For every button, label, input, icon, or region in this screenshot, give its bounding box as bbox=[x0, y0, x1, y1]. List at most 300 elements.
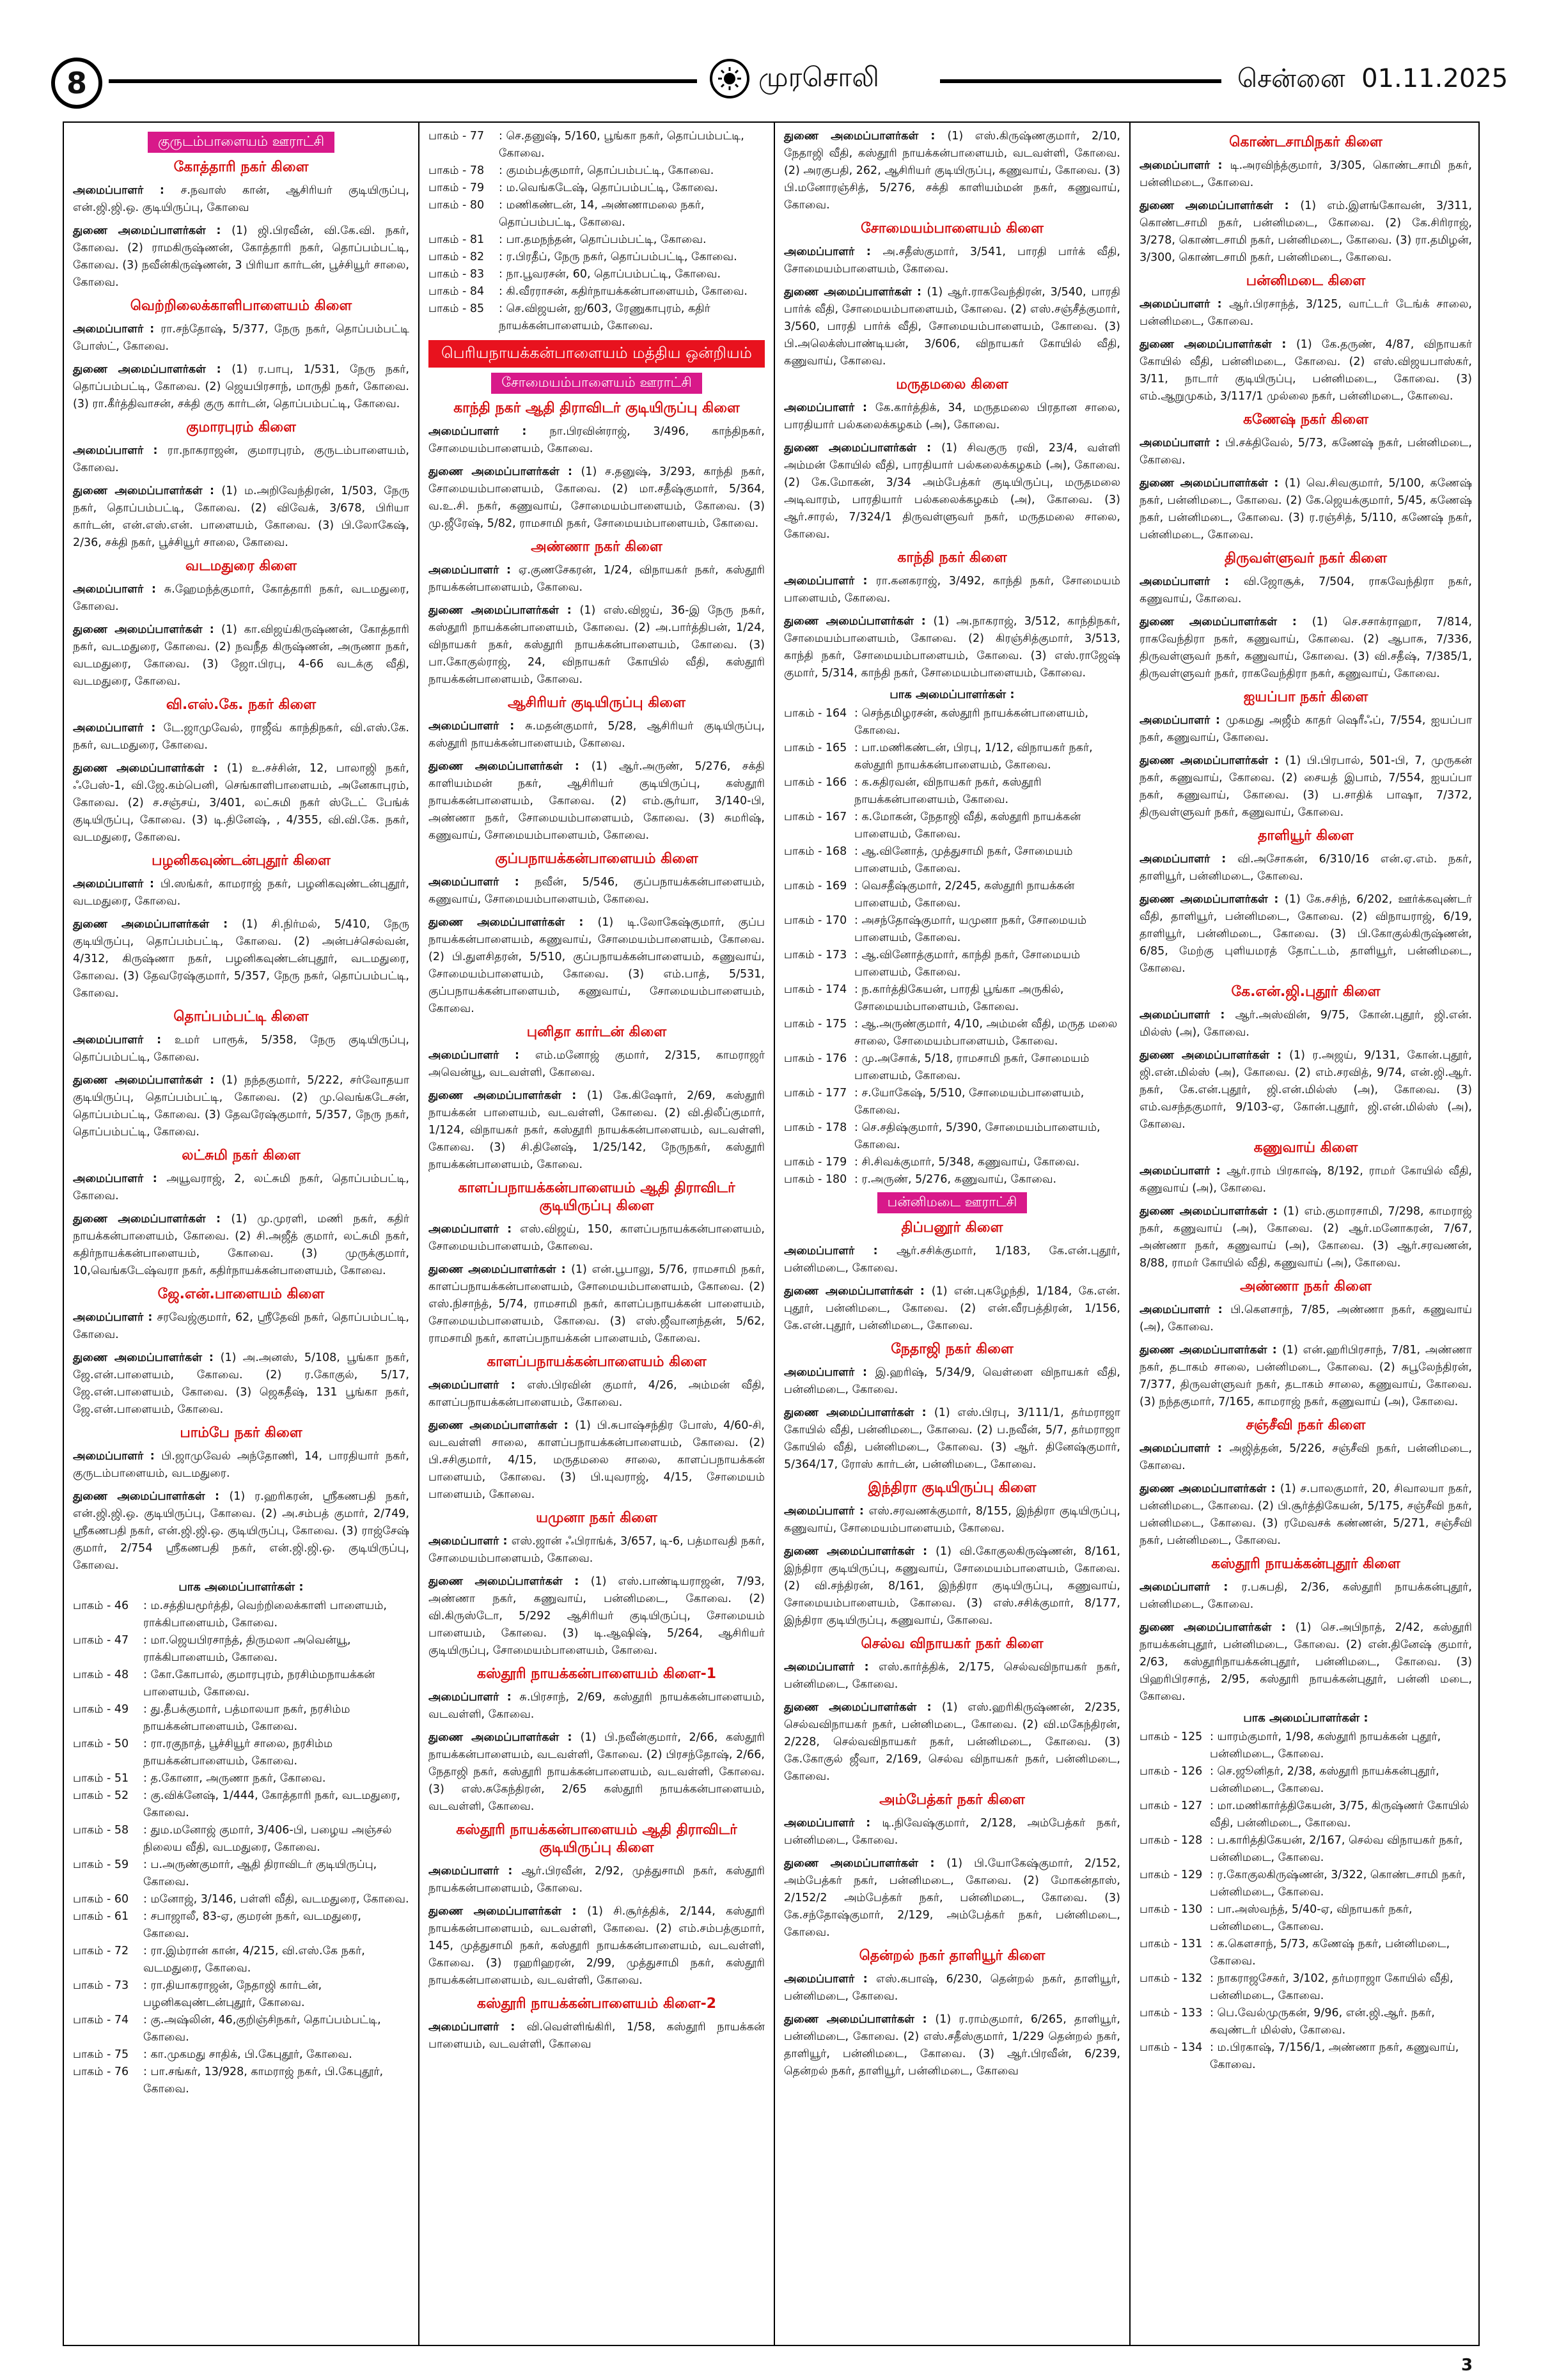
role-label: துணை அமைப்பாளர்கள் : bbox=[73, 1490, 230, 1503]
member-entry bbox=[1140, 891, 1472, 977]
booth-number: பாகம் - 180 bbox=[784, 1173, 847, 1186]
booth-row bbox=[73, 1787, 409, 1822]
role-label: துணை அமைப்பாளர்கள் : bbox=[428, 916, 598, 929]
branch-heading: சோமையம்பாளையம் கிளை bbox=[861, 221, 1044, 237]
booth-number: பாகம் - 75 bbox=[73, 2048, 129, 2061]
member-details: வி.ஜோசூக், 7/504, ராகவேந்திரா நகர், கணுவாய், கோவை. bbox=[1140, 575, 1472, 605]
booth-row bbox=[1140, 2039, 1472, 2074]
member-entry bbox=[784, 440, 1120, 543]
booth-number: பாகம் - 165 bbox=[784, 742, 847, 754]
member-entry bbox=[73, 1171, 409, 1205]
member-details: ரா.நாகராஜன், குமாரபுரம், குருடம்பாளையம், கோவை. bbox=[73, 444, 409, 474]
role-label: துணை அமைப்பாளர்கள் : bbox=[784, 442, 942, 455]
union-banner: பெரியநாயக்கன்பாளையம் மத்திய ஒன்றியம் bbox=[428, 340, 765, 368]
member-entry bbox=[73, 1309, 409, 1344]
role-label: துணை அமைப்பாளர்கள் : bbox=[1140, 754, 1285, 767]
member-details: எஸ்.பிரவின் குமார், 4/26, அம்மன் வீதி, காளப்பநாயக்கன்பாளையம், கோவை. bbox=[428, 1379, 765, 1409]
booth-agent: : கி.வீரராசன், கதிர்நாயக்கன்பாளையம், கோவை. bbox=[499, 285, 748, 298]
booth-agent: : ர.கோகுலகிருஷ்ணன், 3/322, கொண்டசாமி நகர், பன்னிமடை, கோவை. bbox=[1210, 1869, 1466, 1899]
booth-row bbox=[73, 1736, 409, 1770]
member-entry bbox=[1140, 1579, 1472, 1614]
booth-row bbox=[73, 1977, 409, 2012]
member-entry bbox=[784, 1815, 1120, 1849]
edition-city: சென்னை bbox=[1237, 64, 1345, 93]
role-label: துணை அமைப்பாளர்கள் : bbox=[784, 1857, 947, 1870]
member-entry bbox=[73, 1349, 409, 1419]
role-label: அமைப்பாளர் : bbox=[784, 1505, 869, 1518]
booth-number: பாகம் - 131 bbox=[1140, 1938, 1203, 1950]
member-entry bbox=[428, 1533, 765, 1567]
booth-number: பாகம் - 79 bbox=[428, 182, 485, 194]
member-entry bbox=[1140, 475, 1472, 544]
branch-heading: புனிதா கார்டன் கிளை bbox=[526, 1024, 667, 1040]
booth-number: பாகம் - 133 bbox=[1140, 2007, 1203, 2019]
role-label: அமைப்பாளர் : bbox=[73, 878, 161, 891]
branch-heading: காந்தி நகர் கிளை bbox=[897, 550, 1007, 566]
branch-heading: வடமதுரை கிளை bbox=[185, 558, 297, 574]
branch-heading: செல்வ விநாயகர் நகர் கிளை bbox=[861, 1636, 1044, 1652]
role-label: அமைப்பாளர் : bbox=[428, 1379, 528, 1392]
member-details: (1) சி.சூர்த்திக், 2/144, கஸ்தூரி நாயக்கன்பாளையம், வடவள்ளி, கோவை. (2) எம்.சம்பத்குமார், 145, முத்துசாமி நகர், கஸ்தூரி நாயக்கன்பாளையம், வடவள்ளி, கோவை. (3) ரஹரிஹரன், 2/99, முத்துசாமி நகர், கஸ்தூரி நாயக்கன்பாளையம், வடவள்ளி, கோவை. bbox=[428, 1905, 765, 1987]
member-entry bbox=[73, 361, 409, 413]
column-4 bbox=[1131, 123, 1481, 2345]
booth-agent: : க.கதிரவன், விநாயகர் நகர், கஸ்தூரி நாயக்கன்பாளையம், கோவை. bbox=[854, 776, 1042, 806]
booth-number: பாகம் - 82 bbox=[428, 251, 485, 263]
booth-agent: : யாரம்குமார், 1/98, கஸ்தூரி நாயக்கன் புதூர், பன்னிமடை, கோவை. bbox=[1210, 1731, 1441, 1761]
branch-heading: கஸ்தூரி நாயக்கன்புதூர் கிளை bbox=[1211, 1556, 1400, 1572]
member-details: அ.சதீஸ்குமார், 3/541, பாரதி பார்க் வீதி, சோமையம்பாளையம், கோவை. bbox=[784, 245, 1120, 276]
branch-heading: கஸ்தூரி நாயக்கன்பாளையம் ஆதி திராவிடர் குடியிருப்பு கிளை bbox=[456, 1822, 737, 1856]
role-label: துணை அமைப்பாளர்கள் : bbox=[73, 623, 222, 636]
member-details: ரா.சந்தோஷ், 5/377, நேரு நகர், தொப்பம்பட்டி போஸ்ட், கோவை. bbox=[73, 323, 409, 353]
booth-number: பாகம் - 60 bbox=[73, 1893, 129, 1906]
member-entry bbox=[73, 182, 409, 217]
section-banner-label: பன்னிமடை ஊராட்சி bbox=[877, 1192, 1028, 1213]
booth-number: பாகம் - 76 bbox=[73, 2065, 129, 2078]
booth-agent: : மு.அசோக், 5/18, ராமசாமி நகர், சோமையம் பாளையம், கோவை. bbox=[854, 1052, 1090, 1082]
booth-agent: : வெசதீஷ்குமார், 2/245, கஸ்தூரி நாயக்கன் பாளையம், கோவை. bbox=[854, 880, 1075, 910]
member-details: எம்.மனோஜ் குமார், 2/315, காமராஜர் அவென்யூ, வடவள்ளி, கோவை. bbox=[428, 1049, 765, 1079]
booth-agent: : செ.சதிஷ்குமார், 5/390, சோமையம்பாளையம், கோவை. bbox=[854, 1121, 1100, 1151]
branch-heading: காளப்பநாயக்கன்பாளையம் ஆதி திராவிடர் குடியிருப்பு கிளை bbox=[458, 1180, 735, 1214]
member-entry bbox=[73, 760, 409, 846]
booth-row bbox=[784, 809, 1120, 843]
member-entry bbox=[428, 1261, 765, 1348]
role-label: அமைப்பாளர் : bbox=[428, 1049, 535, 1062]
member-entry bbox=[784, 1283, 1120, 1335]
role-label: துணை அமைப்பாளர்கள் : bbox=[1140, 1621, 1296, 1634]
member-details: இ.ஹரிஷ், 5/34/9, வெள்ளை விநாயகர் வீதி, பன்னிமடை, கோவை. bbox=[784, 1366, 1120, 1396]
member-entry bbox=[428, 1417, 765, 1504]
branch-heading: தென்றல் நகர் தாளியூர் கிளை bbox=[859, 1948, 1046, 1964]
section-banner bbox=[784, 1192, 1120, 1213]
role-label: துணை அமைப்பாளர்கள் : bbox=[1140, 1049, 1290, 1062]
booth-row bbox=[428, 300, 765, 335]
role-label: அமைப்பாளர் : bbox=[73, 444, 168, 457]
member-details: வி.அசோகன், 6/310/16 என்.ஏ.எம். நகர், தாளியூர், பன்னிமடை, கோவை. bbox=[1140, 853, 1472, 883]
role-label: அமைப்பாளர் : bbox=[428, 876, 535, 889]
member-entry bbox=[1140, 614, 1472, 683]
member-details: வி.வெள்ளிங்கிரி, 1/58, கஸ்தூரி நாயக்கன் பாளையம், வடவள்ளி, கோவை bbox=[428, 2021, 765, 2051]
column-2 bbox=[419, 123, 775, 2345]
role-label: துணை அமைப்பாளர்கள் : bbox=[73, 1074, 222, 1087]
booth-row bbox=[784, 1154, 1120, 1171]
member-entry bbox=[428, 758, 765, 844]
booth-agent: : செந்தமிழரசன், கஸ்தூரி நாயக்கன்பாளையம், கோவை. bbox=[854, 707, 1089, 737]
branch-heading: காளப்பநாயக்கன்பாளையம் கிளை bbox=[487, 1354, 707, 1370]
member-details: (1) கா.விஜய்கிருஷ்ணன், கோத்தாரி நகர், வடமதுரை, கோவை. (2) நவநீத கிருஷ்ணன், அருணா நகர், வடமதுரை, கோவை. (3) ஜோ.பிரபு, 4-66 வடக்கு வீதி, வடமதுரை, கோவை. bbox=[73, 623, 409, 688]
role-label: அமைப்பாளர் : bbox=[784, 401, 875, 414]
booth-row bbox=[1140, 1936, 1472, 1970]
member-details: (1) எஸ்.ஹரிகிருஷ்ணன், 2/235, செல்வவிநாயகர் நகர், பன்னிமடை, கோவை. (2) வி.மகேந்திரன், 2/228, செல்வவிநாயகர் நகர், பன்னிமடை, கோவை. (3) கே.கோகுல் ஜீவா, 2/169, செல்வ விநாயகர் நகர், பன்னிமடை, கோவை. bbox=[784, 1701, 1120, 1783]
booth-agent: : கோ.கோபால், குமாரபுரம், நரசிம்மநாயக்கன் பாளையம், கோவை. bbox=[143, 1668, 375, 1699]
section-banner bbox=[73, 132, 409, 153]
branch-heading: ஐயப்பா நகர் கிளை bbox=[1243, 689, 1368, 705]
booth-row bbox=[73, 1943, 409, 1977]
booth-row bbox=[428, 128, 765, 162]
branch-heading: வி.எஸ்.கே. நகர் கிளை bbox=[166, 697, 317, 713]
booth-row bbox=[73, 2064, 409, 2098]
member-entry bbox=[1140, 1619, 1472, 1706]
role-label: துணை அமைப்பாளர்கள் : bbox=[784, 286, 927, 299]
booth-row bbox=[784, 774, 1120, 809]
booth-number: பாகம் - 179 bbox=[784, 1156, 847, 1169]
role-label: அமைப்பாளர் : bbox=[1140, 853, 1238, 866]
role-label: துணை அமைப்பாளர்கள் : bbox=[428, 1905, 588, 1918]
booth-row bbox=[784, 740, 1120, 774]
role-label: துணை அமைப்பாளர்கள் : bbox=[428, 1575, 591, 1588]
role-label: துணை அமைப்பாளர்கள் : bbox=[428, 1263, 572, 1276]
member-details: (1) எம்.குமாரசாமி, 7/298, காமராஜ் நகர், கணுவாய் (அ), கோவை. (2) ஆர்.மனோகரன், 7/67, அண்ணா நகர், கணுவாய் (அ), கோவை. (3) ஆர்.சரவணன், 8/88, ராமர் கோயில் வீதி, கணுவாய் (அ), கோவை. bbox=[1140, 1205, 1473, 1270]
booth-row bbox=[1140, 2005, 1472, 2039]
booth-agent: : பெ.வேல்முருகன், 9/96, என்.ஜி.ஆர். நகர், கவுண்டர் மில்ஸ், கோவை. bbox=[1210, 2007, 1435, 2037]
member-entry bbox=[73, 1072, 409, 1141]
column-3 bbox=[775, 123, 1131, 2345]
role-label: துணை அமைப்பாளர்கள் : bbox=[784, 1285, 932, 1298]
member-details: ரா.கனகராஜ், 3/492, காந்தி நகர், சோமையம் பாளையம், கோவை. bbox=[784, 575, 1120, 605]
member-entry bbox=[73, 1488, 409, 1575]
role-label: துணை அமைப்பாளர்கள் : bbox=[428, 1419, 576, 1432]
member-entry bbox=[1140, 198, 1472, 267]
booth-agent: : து.தீபக்குமார், பத்மாலயா நகர், நரசிம்ம நாயக்கன்பாளையம், கோவை. bbox=[143, 1703, 350, 1733]
member-entry bbox=[784, 1404, 1120, 1474]
booth-number: பாகம் - 47 bbox=[73, 1634, 129, 1647]
member-details: பி.ஸங்கர், காமராஜ் நகர், பழனிகவுண்டன்புதூர், வடமதுரை, கோவை. bbox=[73, 878, 409, 908]
member-entry bbox=[1140, 1203, 1472, 1272]
member-details: (1) ர.அஜய், 9/131, கோன்.புதூர், ஜி.என்.மில்ஸ் (அ), கோவை. (2) எம்.சரவித், 9/74, என்.ஜி.ஆர். நகர், கே.என்.புதூர், ஜி.என்.மில்ஸ் (அ), கோவை. (3) எம்.வசந்தகுமார், 9/103-ஏ, கோன்.புதூர், ஜி.என்.மில்ஸ் (அ), கோவை. bbox=[1140, 1049, 1472, 1131]
booth-agent: : ந.கார்த்திகேயன், பாரதி பூங்கா அருகில், சோமையம்பாளையம், கோவை. bbox=[854, 983, 1064, 1013]
booth-agent: : கு.அஷ்லின், 46,குறிஞ்சிநகர், தொப்பம்பட்டி, கோவை. bbox=[143, 2014, 381, 2044]
member-details: (1) கே.கிஷோர், 2/69, கஸ்தூரி நாயக்கன் பாளையம், வடவள்ளி, கோவை. (2) வி.திலீப்குமார், 1/124, விநாயகர் நகர், கஸ்தூரி நாயக்கன்பாளையம், வடவள்ளி, கோவை. (3) சி.தினேஷ், 1/25/142, நேருநகர், கஸ்தூரி நாயக்கன்பாளையம், கோவை. bbox=[428, 1089, 765, 1171]
booth-row bbox=[428, 180, 765, 197]
member-details: பி.கௌசாந், 7/85, அண்ணா நகர், கணுவாய் (அ), கோவை. bbox=[1140, 1303, 1472, 1334]
member-entry bbox=[73, 321, 409, 355]
section-banner-label: சோமையம்பாளையம் ஊராட்சி bbox=[491, 373, 702, 394]
member-entry bbox=[73, 621, 409, 690]
booth-row bbox=[73, 1891, 409, 1908]
role-label: அமைப்பாளர் : bbox=[1140, 298, 1230, 311]
branch-heading: சஞ்சீவி நகர் கிளை bbox=[1246, 1417, 1366, 1433]
member-entry bbox=[784, 1659, 1120, 1693]
page-number: 8 bbox=[51, 58, 102, 109]
booth-number: பாகம் - 85 bbox=[428, 302, 485, 315]
booth-number: பாகம் - 174 bbox=[784, 983, 847, 996]
member-details: அஜித்தன், 5/226, சஞ்சீவி நகர், பன்னிமடை, கோவை. bbox=[1140, 1442, 1472, 1472]
booth-agent: : நா.பூவரசன், 60, தொப்பம்பட்டி, கோவை. bbox=[499, 268, 721, 281]
booth-row bbox=[1140, 1729, 1472, 1763]
member-entry bbox=[1140, 296, 1472, 331]
member-entry bbox=[1140, 1047, 1472, 1133]
member-details: டே.ஜாமுவேல், ராஜீவ் காந்திநகர், வி.எஸ்.கே. நகர், வடமதுரை, கோவை. bbox=[73, 722, 409, 752]
member-entry bbox=[1140, 1007, 1472, 1041]
member-entry bbox=[784, 1243, 1120, 1277]
member-details: எஸ்.கார்த்திக், 2/175, செல்வவிநாயகர் நகர், பன்னிமடை, கோவை. bbox=[784, 1661, 1120, 1691]
member-details: (1) ர.ராம்குமார், 6/265, தாளியூர், பன்னிமடை, கோவை. (2) எஸ்.சதீஸ்குமார், 1/229 தென்றல் நகர், தாளியூர், பன்னிமடை, கோவை. (3) ஆர்.பிரவீன், 6/239, தென்றல் நகர், தாளியூர், பன்னிமடை, கோவை bbox=[784, 2013, 1120, 2078]
member-entry bbox=[1140, 1163, 1472, 1197]
member-details: ஆர்.பிரசாந்த், 3/125, வாட்டர் டேங்க் சாலை, பன்னிமடை, கோவை. bbox=[1140, 298, 1472, 328]
booth-row bbox=[784, 981, 1120, 1016]
booth-number: பாகம் - 130 bbox=[1140, 1903, 1203, 1916]
member-details: (1) ர.ஹரிகரன், ஸ்ரீகணபதி நகர், என்.ஜி.ஜி.ஒ. குடியிருப்பு, கோவை. (2) அ.சம்பத் குமார், 2/749, ஸ்ரீகணபதி நகர், என்.ஜி.ஜி.ஒ. குடியிருப்பு, கோவை. (3) ராஜ்சேஷ் குமார், 2/754 ஸ்ரீகணபதி நகர், என்.ஜி.ஜி.ஒ. குடியிருப்பு, கோவை. bbox=[73, 1490, 409, 1572]
booth-row bbox=[73, 1856, 409, 1891]
role-label: துணை அமைப்பாளர்கள் : bbox=[1140, 199, 1301, 212]
booth-agent: : செ.ஜூனிதர், 2/38, கஸ்தூரி நாயக்கன்புதூர், பன்னிமடை, கோவை. bbox=[1210, 1765, 1439, 1795]
role-label: துணை அமைப்பாளர்கள் : bbox=[1140, 1205, 1283, 1218]
booth-agent: : ரா.ரகுநாத், பூச்சியூர் சாலை, நரசிம்ம நாயக்கன்பாளையம், கோவை. bbox=[143, 1738, 333, 1768]
branch-heading: பாம்பே நகர் கிளை bbox=[180, 1425, 302, 1441]
booth-row bbox=[784, 1171, 1120, 1188]
booth-number: பாகம் - 81 bbox=[428, 233, 485, 246]
role-label: துணை அமைப்பாளர்கள் : bbox=[1140, 338, 1296, 351]
booth-number: பாகம் - 78 bbox=[428, 164, 485, 177]
booth-list-title: பாக அமைப்பாளர்கள் : bbox=[889, 688, 1015, 701]
role-label: அமைப்பாளர் : bbox=[73, 1034, 175, 1046]
member-entry bbox=[428, 874, 765, 908]
role-label: துணை அமைப்பாளர்கள் : bbox=[784, 615, 934, 628]
booth-number: பாகம் - 167 bbox=[784, 811, 847, 823]
branch-heading: ஜே.என்.பாளையம் கிளை bbox=[157, 1286, 325, 1302]
member-details: எஸ்.கபாஷ், 6/230, தென்றல் நகர், தாளியூர், பன்னிமடை, கோவை. bbox=[784, 1973, 1120, 2003]
member-details: (1) எஸ்.பாண்டியராஜன், 7/93, அண்ணா நகர், கணுவாய், பன்னிமடை, கோவை. (2) வி.கிருஸ்டோ, 5/292 ஆசிரியர் குடியிருப்பு, சோமையம் பாளையம், கோவை. (3) டி.ஆஷிஷ், 5/264, ஆசிரியர் குடியிருப்பு, சோமையம்பாளையம், கோவை. bbox=[428, 1575, 765, 1657]
booth-row bbox=[428, 162, 765, 180]
role-label: அமைப்பாளர் : bbox=[784, 575, 876, 587]
booth-agent: : த.கோனா, அருணா நகர், கோவை. bbox=[143, 1772, 326, 1785]
booth-number: பாகம் - 52 bbox=[73, 1789, 129, 1802]
member-details: (1) என்.பூபாலு, 5/76, ராமசாமி நகர், காளப்பநாயக்கன்பாளையம், சோமையம்பாளையம், கோவை. (2) எஸ்.நிசாந்த், 5/74, ராமசாமி நகர், காளப்பநாயக்கன் பாளையம், சோமையம்பாளையம், கோவை. (3) எஸ்.ஜீவானந்தன், 5/62, ராமசாமி நகர், காளப்பநாயக்கன் பாளையம், கோவை. bbox=[428, 1263, 765, 1345]
role-label: துணை அமைப்பாளர்கள் : bbox=[1140, 1344, 1283, 1357]
booth-agent: : மணிகண்டன், 14, அண்ணாமலை நகர், தொப்பம்பட்டி, கோவை. bbox=[499, 199, 705, 229]
member-details: (1) பி.சுபாஷ்சந்திர போஸ், 4/60-சி, வடவள்ளி சாலை, காளப்பநாயக்கன்பாளையம், கோவை. (2) பி.சசிகுமார், 4/15, மருதமலை சாலை, காளப்பநாயக்கன் பாளையம், கோவை. (3) பி.யுவராஜ், 4/15, சோமையம் பாளையம், கோவை. bbox=[428, 1419, 765, 1501]
booth-row bbox=[784, 912, 1120, 947]
booth-agent: : ப.காரித்திகேயன், 2/167, செல்வ விநாயகர் நகர், பன்னிமடை, கோவை. bbox=[1210, 1834, 1463, 1864]
booth-agent: : பா.மணிகண்டன், பிரபு, 1/12, விநாயகர் நகர், கஸ்தூரி நாயக்கன்பாளையம், கோவை. bbox=[854, 742, 1093, 772]
booth-agent: : செ.தனுஷ், 5/160, பூங்கா நகர், தொப்பம்பட்டி, கோவை. bbox=[499, 130, 744, 160]
member-details: (1) ச.தனுஷ், 3/293, காந்தி நகர், சோமையம்பாளையம், கோவை. (2) மா.சதீஷ்குமார், 5/364, வ.உ.சி. நகர், கணுவாய், சோமையம்பாளையம், கோவை. (3) மு.ஜீரேஷ், 5/82, ராமசாமி நகர், சோமையம்பாளையம், கோவை. bbox=[428, 465, 765, 530]
paper-name: முரசொலி bbox=[758, 61, 879, 93]
booth-agent: : ரா.இம்ரான் கான், 4/215, வி.எஸ்.கே நகர், வடமதுரை, கோவை. bbox=[143, 1945, 365, 1975]
branch-heading: கொண்டசாமிநகர் கிளை bbox=[1229, 134, 1382, 150]
role-label: அமைப்பாளர் : bbox=[1140, 437, 1225, 449]
member-details: (1) டி.லோகேஷ்குமார், குப்ப நாயக்கன்பாளையம், கணுவாய், சோமையம்பாளையம், கோவை. (2) பி.துளசிதரன், 5/510, குப்பநாயக்கன்பாளையம், கணுவாய், சோமையம்பாளையம், கோவை. (3) எம்.பாத், 5/531, குப்பநாயக்கன்பாளையம், கணுவாய், சோமையம்பாளையம், கோவை. bbox=[428, 916, 765, 1015]
role-label: துணை அமைப்பாளர்கள் : bbox=[428, 760, 591, 773]
member-entry bbox=[784, 128, 1120, 214]
booth-row bbox=[73, 1632, 409, 1667]
booth-number: பாகம் - 50 bbox=[73, 1738, 129, 1750]
booth-list-title: பாக அமைப்பாளர்கள் : bbox=[1243, 1711, 1368, 1725]
member-entry bbox=[428, 1689, 765, 1723]
role-label: அமைப்பாளர் : bbox=[1140, 1442, 1230, 1455]
role-label: அமைப்பாளர் : bbox=[73, 1450, 162, 1463]
role-label: அமைப்பாளர் : bbox=[784, 1817, 882, 1830]
member-details: (1) அ.நாகராஜ், 3/512, காந்திநகர், சோமையம்பாளையம், கோவை. (2) கிரஞ்சித்குமார், 3/513, காந்தி நகர், சோமையம்பாளையம், கோவை. (3) எஸ்.ராஜேஷ் குமார், 5/314, காந்தி நகர், சோமையம்பாளையம், கோவை. bbox=[784, 615, 1120, 680]
booth-number: பாகம் - 168 bbox=[784, 845, 847, 858]
branch-heading: குமாரபுரம் கிளை bbox=[186, 419, 296, 435]
booth-agent: : மனோஜ், 3/146, பள்ளி வீதி, வடமதுரை, கோவை. bbox=[143, 1893, 409, 1906]
booth-row bbox=[1140, 1763, 1472, 1798]
column-1 bbox=[64, 123, 419, 2345]
member-details: (1) ச.பாலகுமார், 20, சிவாலயா நகர், பன்னிமடை, கோவை. (2) பி.சூர்த்திகேயன், 5/175, சஞ்சீவி நகர், பன்னிமடை, கோவை. (3) ரமேவசக் கண்ணன், 5/271, சஞ்சீவி நகர், பன்னிமடை, கோவை. bbox=[1140, 1482, 1472, 1547]
booth-number: பாகம் - 125 bbox=[1140, 1731, 1203, 1743]
booth-number: பாகம் - 132 bbox=[1140, 1972, 1203, 1985]
member-entry bbox=[784, 284, 1120, 370]
role-label: அமைப்பாளர் : bbox=[428, 1691, 520, 1704]
role-label: அமைப்பாளர் : bbox=[784, 1661, 879, 1674]
booth-agent: : க.மோகன், நேதாஜி வீதி, கஸ்தூரி நாயக்கன் பாளையம், கோவை. bbox=[854, 811, 1081, 841]
member-details: ச.நவாஸ் கான், ஆசிரியர் குடியிருப்பு, என்.ஜி.ஜி.ஒ. குடியிருப்பு, கோவை bbox=[73, 184, 409, 214]
member-entry bbox=[784, 613, 1120, 682]
member-details: (1) பி.பிரபால், 501-பி, 7, முருகன் நகர், கணுவாய், கோவை. (2) சையத் இபாம், 7/554, ஐயப்பா நகர், கணுவாய், கோவை. (3) ப.சாதிக் பாஷா, 7/372, திருவள்ளுவர் நகர், கணுவாய், கோவை. bbox=[1140, 754, 1472, 819]
role-label: அமைப்பாளர் : bbox=[428, 1223, 521, 1236]
role-label: அமைப்பாளர் : bbox=[428, 1535, 512, 1548]
booth-row bbox=[428, 249, 765, 266]
booth-agent: : செ.விஜயன், ஐ/603, ரேணுகாபுரம், கதிர் நாயக்கன்பாளையம், கோவை. bbox=[499, 302, 710, 332]
booth-agent: : ர.அருண், 5/276, கணுவாய், கோவை. bbox=[854, 1173, 1057, 1186]
branch-heading: வெற்றிலைக்காளிபாளையம் கிளை bbox=[130, 298, 352, 314]
role-label: துணை அமைப்பாளர்கள் : bbox=[784, 1406, 934, 1419]
article-grid bbox=[63, 121, 1480, 2346]
role-label: துணை அமைப்பாளர்கள் : bbox=[1140, 1482, 1280, 1495]
member-entry bbox=[428, 718, 765, 752]
booth-row bbox=[73, 2012, 409, 2046]
booth-agent: : நாகராஜசேகர், 3/102, தர்மராஜா கோயில் வீதி, பன்னிமடை, கோவை. bbox=[1210, 1972, 1453, 2002]
role-label: அமைப்பாளர் : bbox=[73, 583, 164, 596]
role-label: அமைப்பாளர் : bbox=[428, 564, 519, 577]
role-label: துணை அமைப்பாளர்கள் : bbox=[73, 224, 232, 237]
role-label: அமைப்பாளர் : bbox=[428, 1865, 522, 1878]
member-entry bbox=[784, 1855, 1120, 1941]
role-label: அமைப்பாளர் : bbox=[1140, 1009, 1235, 1022]
member-entry bbox=[428, 423, 765, 458]
branch-heading: இந்திரா குடியிருப்பு கிளை bbox=[868, 1480, 1037, 1496]
booth-number: பாகம் - 59 bbox=[73, 1858, 129, 1871]
booth-row bbox=[428, 266, 765, 283]
booth-number: பாகம் - 58 bbox=[73, 1824, 129, 1837]
role-label: அமைப்பாளர் : bbox=[73, 1172, 167, 1185]
role-label: துணை அமைப்பாளர்கள் : bbox=[428, 1089, 587, 1102]
booth-row bbox=[428, 231, 765, 249]
branch-heading: தாளியூர் கிளை bbox=[1258, 828, 1354, 844]
role-label: துணை அமைப்பாளர்கள் : bbox=[1140, 616, 1312, 628]
member-details: ஏ.குணசேகரன், 1/24, விநாயகர் நகர், கஸ்தூரி நாயக்கன்பாளையம், கோவை. bbox=[428, 564, 765, 594]
branch-heading: கஸ்தூரி நாயக்கன்பாளையம் கிளை-2 bbox=[476, 1996, 717, 2012]
member-entry bbox=[428, 463, 765, 533]
branch-heading: திப்பனூர் கிளை bbox=[901, 1220, 1003, 1236]
branch-heading: தொப்பம்பட்டி கிளை bbox=[173, 1009, 309, 1025]
booth-number: பாகம் - 175 bbox=[784, 1018, 847, 1031]
role-label: அமைப்பாளர் : bbox=[784, 245, 883, 258]
booth-agent: : பா.அஸ்வந்த், 5/40-ஏ, விநாயகர் நகர், பன்னிமடை, கோவை. bbox=[1210, 1903, 1413, 1933]
branch-heading: யமுனா நகர் கிளை bbox=[536, 1510, 657, 1526]
member-entry bbox=[428, 562, 765, 596]
member-entry bbox=[1140, 1302, 1472, 1336]
member-details: (1) சிவகுரு ரவி, 23/4, வள்ளி அம்மன் கோயில் வீதி, பாரதியார் பல்கலைக்கழகம் (அ), கோவை. (2) கே.மோகன், 3/34 அம்பேத்கர் குடியிருப்பு, மருதமலை அடிவாரம், பாரதியார் பல்கலைக்கழகம் (அ), கோவை. (3) ஆர்.சாரல், 7/324/1 திருவள்ளுவர் நகர், மருதமலை சாலை, கோவை. bbox=[784, 442, 1120, 541]
member-details: எஸ்.ஜான் ஃபிராங்க், 3/657, டி-6, பத்மாவதி நகர், சோமையம்பாளையம், கோவை. bbox=[428, 1535, 765, 1565]
member-details: (1) செ.சசாக்ராஹா, 7/814, ராகவேந்திரா நகர், கணுவாய், கோவை. (2) ஆபாசு, 7/336, திருவள்ளுவர் நகர், கணுவாய், கோவை. (3) வி.சதீஷ், 7/385/1, திருவள்ளுவர் நகர், ராகவேந்திரா நகர், கணுவாய், கோவை. bbox=[1140, 616, 1472, 680]
booth-row bbox=[73, 1770, 409, 1787]
masthead-rule-right bbox=[940, 79, 1221, 83]
booth-row bbox=[1140, 1901, 1472, 1936]
member-entry bbox=[428, 1903, 765, 1989]
member-details: (1) கே.சசிந், 6/202, ஊர்க்கவுண்டர் வீதி, தாளியூர், பன்னிமடை, கோவை. (2) விநாயராஜ், 6/19, தாளியூர், பன்னிமடை, கோவை. (3) பி.கோகுல்கிருஷ்ணன், 6/85, மேற்கு புளியமரத் தோட்டம், தாளியூர், பன்னிமடை, கோவை. bbox=[1140, 893, 1472, 975]
booth-number: பாகம் - 126 bbox=[1140, 1765, 1203, 1778]
role-label: அமைப்பாளர் : bbox=[428, 2021, 527, 2034]
edition-info bbox=[1237, 64, 1508, 97]
role-label: அமைப்பாளர் : bbox=[73, 722, 164, 735]
booth-agent: : ஆ.வினோத், முத்துசாமி நகர், சோமையம் பாளையம், கோவை. bbox=[854, 845, 1073, 875]
booth-number: பாகம் - 48 bbox=[73, 1668, 129, 1681]
sun-logo-icon bbox=[710, 59, 749, 98]
branch-heading: கஸ்தூரி நாயக்கன்பாளையம் கிளை-1 bbox=[476, 1666, 717, 1682]
member-details: முகமது அஜீம் காதர் ஷெரீஃப், 7/554, ஐயப்பா நகர், கணுவாய், கோவை. bbox=[1140, 714, 1472, 744]
booth-row bbox=[784, 878, 1120, 912]
member-details: கே.கார்த்திக், 34, மருதமலை பிரதான சாலை, பாரதியார் பல்கலைக்கழகம் (அ), கோவை. bbox=[784, 401, 1120, 432]
role-label: அமைப்பாளர் : bbox=[73, 184, 181, 197]
member-entry bbox=[428, 1087, 765, 1174]
branch-heading: கணேஷ் நகர் கிளை bbox=[1242, 412, 1368, 428]
booth-agent: : அசந்தோஷ்குமார், யமுனா நகர், சோமையம் பாளையம், கோவை. bbox=[854, 914, 1087, 944]
member-details: பி.ஜாமுவேல் அந்தோணி, 14, பாரதியார் நகர், குருடம்பாளையம், வடமதுரை. bbox=[73, 1450, 409, 1480]
masthead-rule-left bbox=[109, 79, 697, 83]
role-label: துணை அமைப்பாளர்கள் : bbox=[784, 2013, 936, 2026]
booth-row bbox=[1140, 1970, 1472, 2005]
booth-number: பாகம் - 84 bbox=[428, 285, 485, 298]
member-entry bbox=[73, 916, 409, 1002]
role-label: துணை அமைப்பாளர்கள் : bbox=[428, 604, 580, 617]
role-label: துணை அமைப்பாளர்கள் : bbox=[73, 1351, 221, 1364]
booth-number: பாகம் - 169 bbox=[784, 880, 847, 892]
branch-heading: நேதாஜி நகர் கிளை bbox=[891, 1341, 1014, 1357]
member-details: (1) என்.ஹரிபிரசாந், 7/81, அண்ணா நகர், தடாகம் சாலை, பன்னிமடை, கோவை. (2) சுபூலேந்திரன், 7/377, திருவள்ளுவர் நகர், தடாகம் சாலை, கணுவாய், கோவை. (3) நந்தகுமார், 7/165, காமராஜ் நகர், கணுவாய் (அ), கோவை. bbox=[1140, 1344, 1472, 1408]
member-entry bbox=[784, 400, 1120, 434]
booth-number: பாகம் - 170 bbox=[784, 914, 847, 927]
booth-row bbox=[73, 1701, 409, 1736]
member-entry bbox=[73, 222, 409, 292]
member-details: (1) வெ.சிவகுமார், 5/100, கணேஷ் நகர், பன்னிமடை, கோவை. (2) கே.ஜெயக்குமார், 5/45, கணேஷ் நகர், பன்னிமடை, கோவை. (3) ர.ரஞ்சித், 5/110, கணேஷ் நகர், பன்னிமடை, கோவை. bbox=[1140, 477, 1472, 541]
member-entry bbox=[73, 1448, 409, 1482]
member-entry bbox=[73, 1032, 409, 1066]
member-entry bbox=[1140, 573, 1472, 608]
member-details: ர.பசுபதி, 2/36, கஸ்தூரி நாயக்கன்புதூர், பன்னிமடை, கோவை. bbox=[1140, 1581, 1472, 1611]
booth-row bbox=[73, 2046, 409, 2064]
member-entry bbox=[784, 1699, 1120, 1785]
member-details: (1) அ.அனஸ், 5/108, பூங்கா நகர், ஜே.என்.பாளையம், கோவை. (2) ர.கோகுல், 5/17, ஜே.என்.பாளையம், கோவை. (3) ஜெகதீஷ், 131 பூங்கா நகர், ஜே.என்.பாளையம், கோவை. bbox=[73, 1351, 410, 1416]
member-entry bbox=[73, 1211, 409, 1280]
member-details: எஸ்.விஜய், 150, காளப்பநாயக்கன்பாளையம், சோமையம்பாளையம், கோவை. bbox=[428, 1223, 765, 1253]
member-details: (1) பி.நவீன்குமார், 2/66, கஸ்தூரி நாயக்கன்பாளையம், வடவள்ளி, கோவை. (2) பிரசந்தோஷ், 2/66, நேதாஜி நகர், கஸ்தூரி நாயக்கன்பாளையம், வடவள்ளி, கோவை. (3) எஸ்.சுகேந்திரன், 2/65 கஸ்தூரி நாயக்கன்பாளையம், வடவள்ளி, கோவை. bbox=[428, 1731, 765, 1813]
member-details: (1) கே.தருண், 4/87, விநாயகர் கோயில் வீதி, பன்னிமடை, கோவை. (2) எஸ்.விஜயபாஸ்கர், 3/11, நாடார் குடியிருப்பு, பன்னிமடை, கோவை. (3) எம்.ஆறுமுகம், 3/117/1 முல்லை நகர், பன்னிமடை, கோவை. bbox=[1140, 338, 1473, 403]
member-entry bbox=[73, 483, 409, 552]
booth-number: பாகம் - 134 bbox=[1140, 2041, 1203, 2054]
